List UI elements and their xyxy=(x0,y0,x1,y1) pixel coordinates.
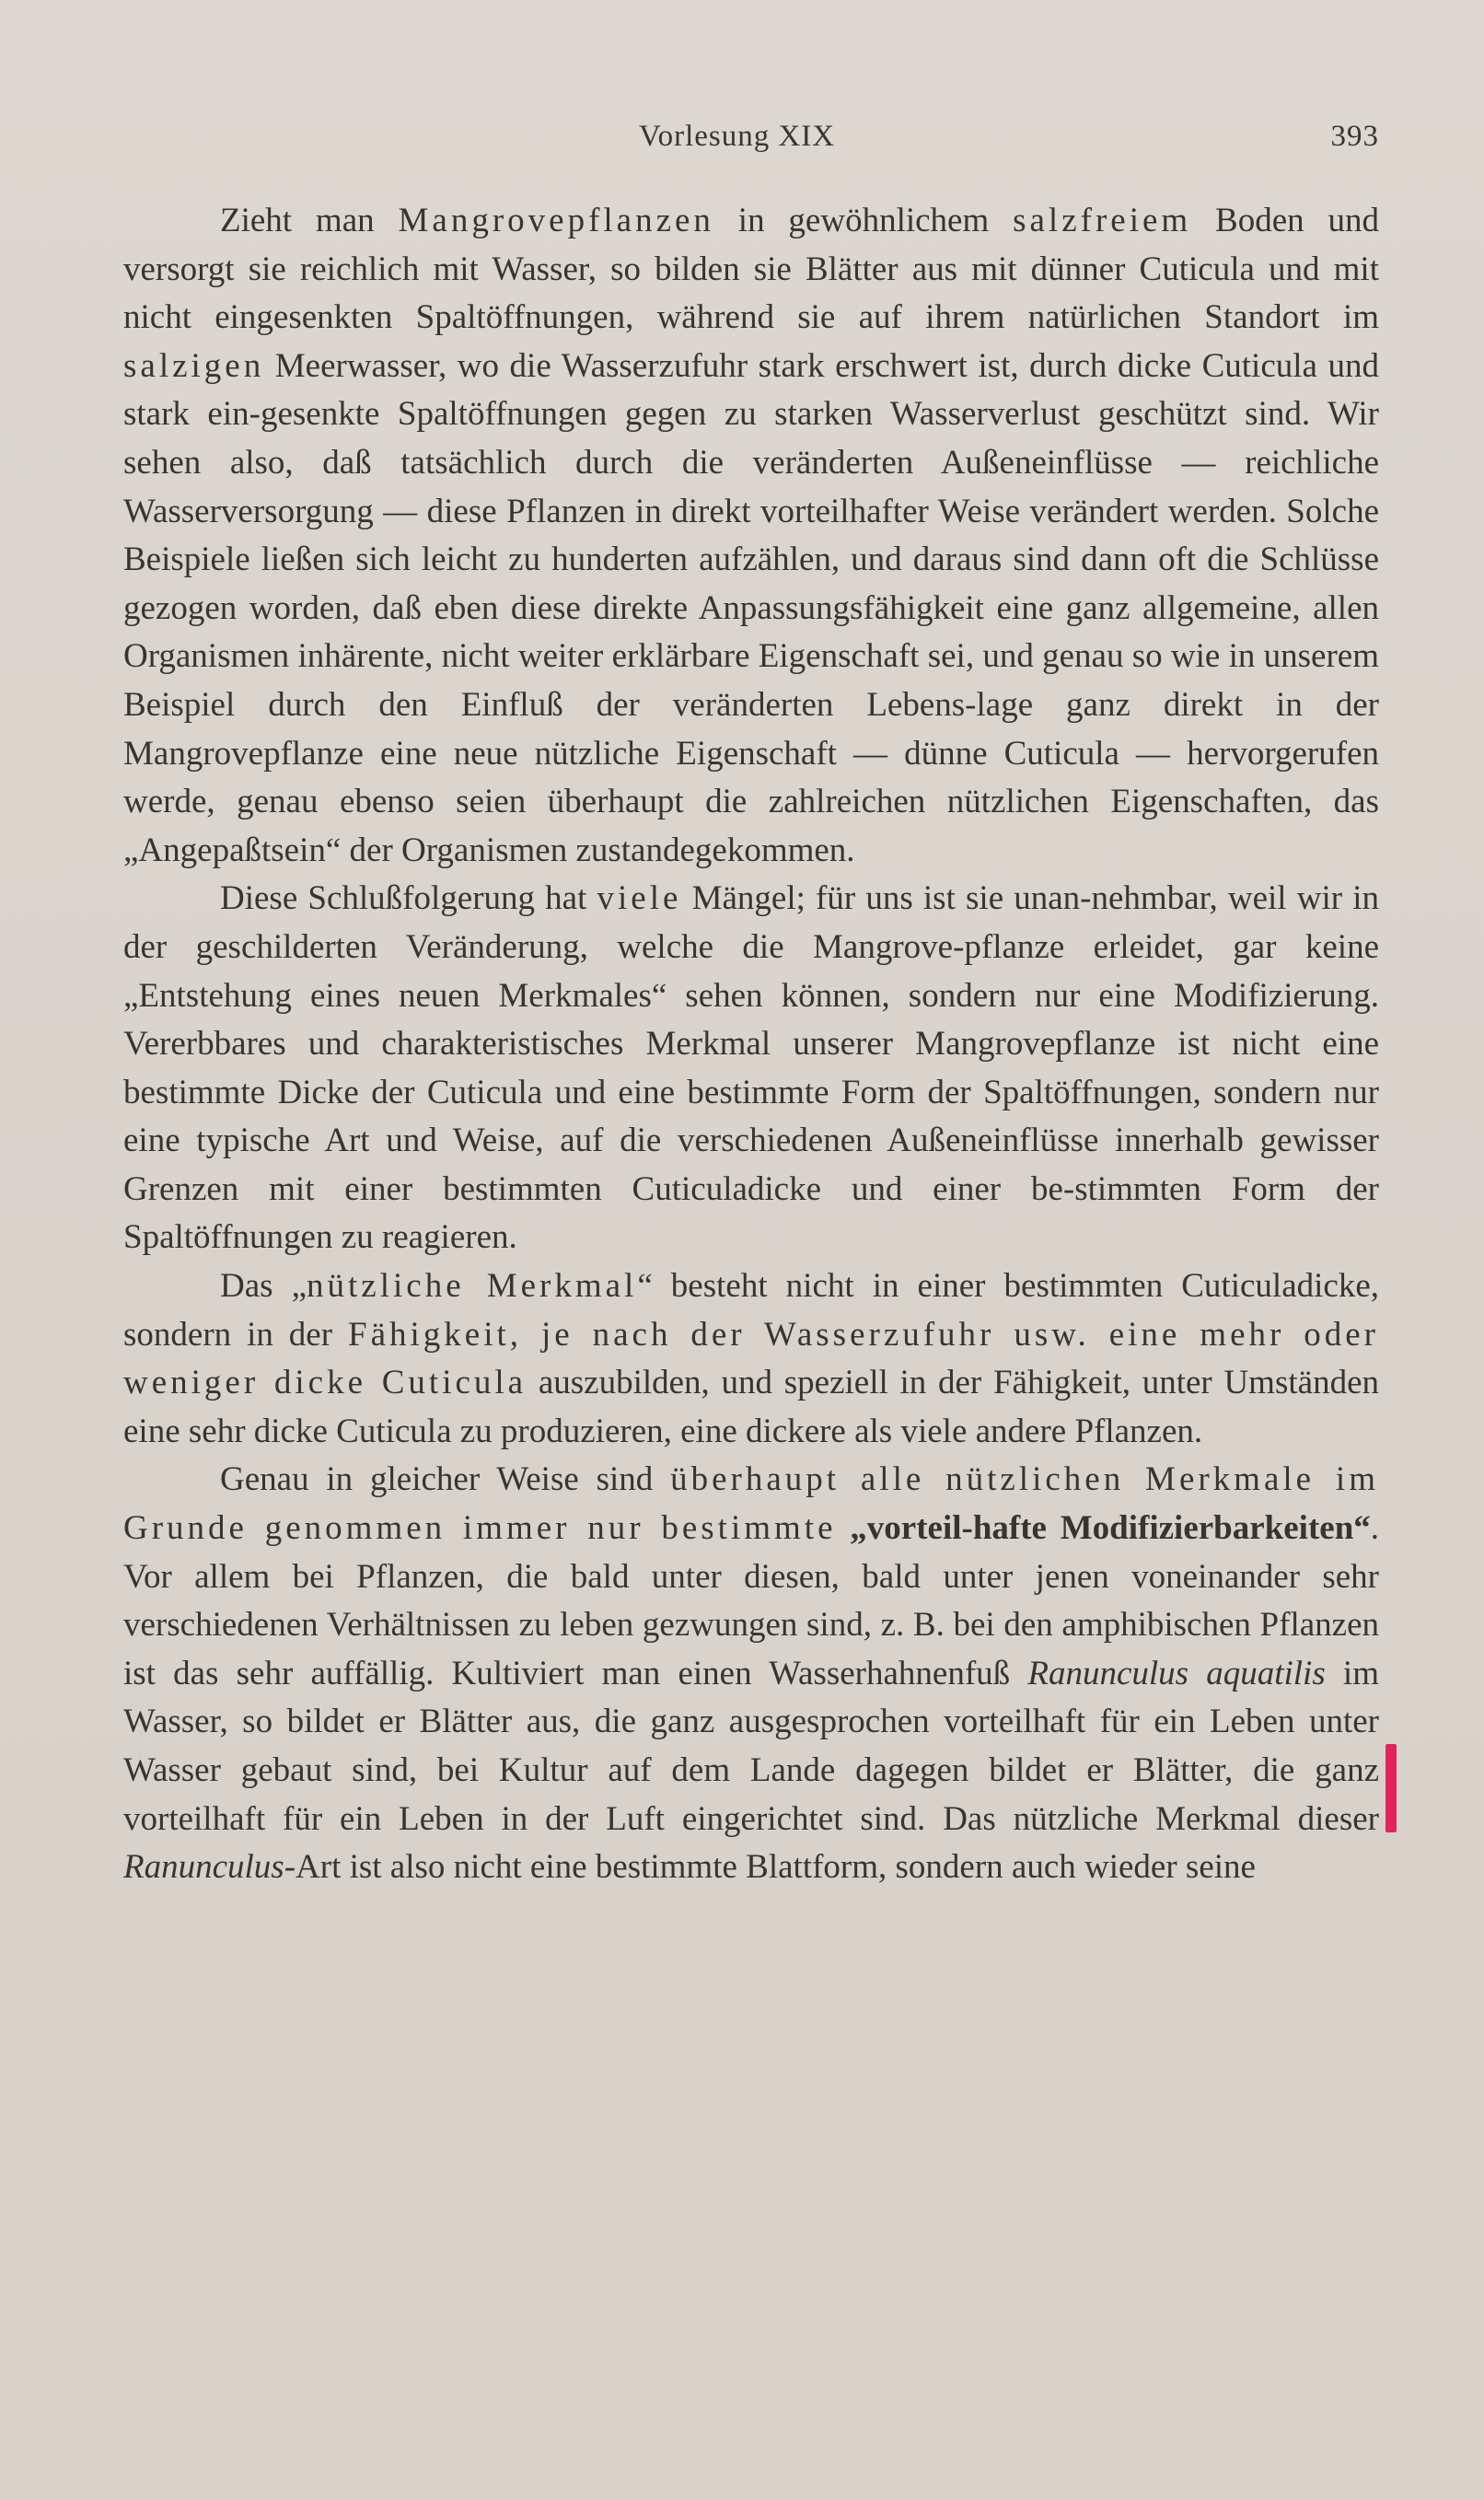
text-segment: Mängel; für uns ist sie unan-nehmbar, weil wir in der geschilderten Veränderung, welche die Mangrove-pflanze erleidet, gar keine „Entstehung eines neuen Merkmales“ sehen können, sondern nur eine Modifizierung. Vererbbares und charakteristisches Merkmal unserer Mangrovepflanze ist nicht eine bestimmte Dicke der Cuticula und eine bestimmte Form der Spaltöffnungen, sondern nur eine typische Art und Weise, auf die verschiedenen Außeneinflüsse innerhalb gewisser Grenzen mit einer bestimmten Cuticuladicke und einer be-stimmten Form der Spaltöffnungen zu reagieren. xyxy=(123,879,1379,1257)
paragraph xyxy=(123,1262,1379,1456)
red-bookmark-marker xyxy=(1385,1744,1397,1832)
paragraph xyxy=(123,1456,1379,1891)
text-segment: viele xyxy=(597,879,682,918)
text-segment: Fähigkeit, je nach der Wasserzufuhr usw. eine mehr oder weniger dicke Cuticula xyxy=(123,1315,1380,1402)
body-text xyxy=(123,197,1379,1892)
text-segment: Meerwasser, wo die Wasserzufuhr stark erschwert ist, durch dicke Cuticula und stark ein-gesenkte Spaltöffnungen gegen zu starken Wasserverlust geschützt sind. Wir sehen also, daß tatsächlich durch die veränderten Außeneinflüsse — reichliche Wasserversorgung — diese Pflanzen in direkt vorteilhafter Weise verändert werden. Solche Beispiele ließen sich leicht zu hunderten aufzählen, und daraus sind dann oft die Schlüsse gezogen worden, daß eben diese direkte Anpassungsfähigkeit eine ganz allgemeine, allen Organismen inhärente, nicht weiter erklärbare Eigenschaft sei, und genau so wie in unserem Beispiel durch den Einfluß der veränderten Lebens-lage ganz direkt in der Mangrovepflanze eine neue nützliche Eigenschaft — dünne Cuticula — hervorgerufen werde, genau ebenso seien überhaupt die zahlreichen nützlichen Eigenschaften, das „Angepaßtsein“ der Organismen zustandegekommen. xyxy=(123,346,1379,869)
text-segment: Genau in gleicher Weise sind xyxy=(220,1460,671,1499)
text-segment: Ranunculus- xyxy=(123,1848,296,1887)
text-segment: im Wasser, so bildet er Blätter aus, die ganz ausgesprochen vorteilhaft für ein Leben unter Wasser gebaut sind, bei Kultur auf dem Lande dagegen bildet er Blätter, die ganz vorteilhaft für ein Leben in der Luft eingerichtet sind. Das nützliche Merkmal dieser xyxy=(123,1654,1379,1838)
running-header xyxy=(123,120,1379,162)
text-segment: in gewöhnlichem xyxy=(713,202,1014,239)
text-segment: auszubilden, und speziell in der Fähigkeit, unter Umständen eine sehr dicke Cuticula zu produzieren, eine dickere als viele andere Pflanzen. xyxy=(123,1364,1379,1450)
text-segment: überhaupt alle nützlichen Merkmale im Grunde genommen immer nur bestimmte xyxy=(123,1460,1379,1548)
text-segment: „vorteil-hafte Modifizierbarkeiten“ xyxy=(850,1509,1371,1548)
text-segment: salzfreiem xyxy=(1013,202,1192,239)
text-segment: “ besteht nicht in einer bestimmten Cuticuladicke, sondern in der xyxy=(123,1267,1379,1354)
text-segment xyxy=(837,1509,851,1547)
paragraph xyxy=(123,875,1379,1262)
text-segment: nützliche Merkmal xyxy=(307,1267,638,1306)
text-segment: salzigen xyxy=(123,346,265,385)
text-segment: Diese Schlußfolgerung hat xyxy=(220,879,597,918)
text-segment: Ranunculus aquatilis xyxy=(1027,1654,1326,1692)
text-segment: Das „ xyxy=(220,1267,307,1306)
paragraph xyxy=(123,197,1379,875)
text-segment: Zieht man xyxy=(220,202,399,239)
text-segment: Boden und versorgt sie reichlich mit Wasser, so bilden sie Blätter aus mit dünner Cuticula und mit nicht eingesenkten Spaltöffnungen, während sie auf ihrem natürlichen Standort im xyxy=(123,202,1379,337)
text-segment: . Vor allem bei Pflanzen, die bald unter diesen, bald unter jenen voneinander sehr verschiedenen Verhältnissen zu leben gezwungen sind, z. B. bei den amphibischen Pflanzen ist das sehr auffällig. Kultiviert man einen Wasserhahnenfuß xyxy=(123,1509,1380,1692)
text-segment: Art ist also nicht eine bestimmte Blattform, sondern auch wieder seine xyxy=(296,1848,1256,1887)
chapter-title: Vorlesung XIX xyxy=(639,120,836,153)
text-segment: Mangrovepflanzen xyxy=(398,202,714,239)
page-number: 393 xyxy=(1330,120,1379,153)
